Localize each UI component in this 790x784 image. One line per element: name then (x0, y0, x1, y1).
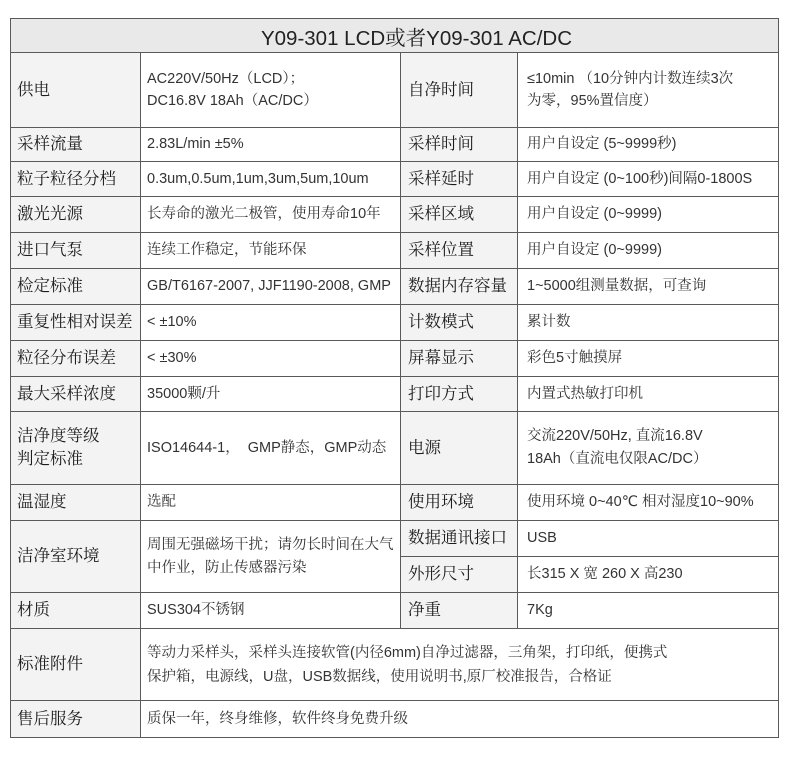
spec-table (10, 18, 779, 738)
net-weight-label-cell (401, 593, 518, 629)
after-sales-service-label: 售后服务 (17, 709, 83, 728)
spec-row-cleanliness-standard (11, 412, 779, 485)
screen-display-value: 彩色5寸触摸屏 (527, 350, 623, 366)
sampling-area-label: 采样区域 (408, 205, 474, 223)
spec-row-inlet-pump (11, 233, 779, 269)
screen-display-label: 屏幕显示 (408, 349, 474, 367)
repeatability-error-value: < ±10% (147, 314, 197, 330)
max-concentration-value: 35000颗/升 (147, 385, 221, 402)
material-value: SUS304不锈钢 (147, 602, 245, 618)
sampling-location-label: 采样位置 (408, 241, 474, 259)
inlet-pump-value: 连续工作稳定，节能环保 (147, 242, 307, 258)
self-clean-time-label-cell (401, 53, 518, 128)
data-memory-value-cell (518, 269, 779, 305)
net-weight-value-cell (518, 593, 779, 629)
power-value-cell (141, 53, 401, 128)
spec-row-standard-accessories (11, 629, 779, 701)
sampling-time-label-cell (401, 128, 518, 162)
sampling-time-label: 采样时间 (408, 135, 474, 153)
data-memory-value: 1~5000组测量数据，可查询 (527, 278, 707, 294)
power-value-line: AC220V/50Hz（LCD）； (147, 71, 305, 87)
operating-environment-label: 使用环境 (408, 493, 474, 511)
standard-accessories-value-line: 等动力采样头，采样头连接软管(内径6mm)自净过滤器，三角架，打印纸，便携式 (147, 644, 668, 661)
operating-environment-label-cell (401, 485, 518, 521)
cleanroom-environment-label-cell (11, 521, 141, 593)
laser-source-value: 长寿命的激光二极管，使用寿命10年 (147, 206, 381, 222)
cleanliness-standard-value: ISO14644-1， GMP静态，GMP动态 (147, 439, 387, 456)
net-weight-value: 7Kg (527, 602, 553, 618)
dimensions-label-cell (401, 557, 518, 593)
sampling-area-value-cell (518, 197, 779, 233)
spec-row-max-concentration (11, 377, 779, 412)
data-memory-label-cell (401, 269, 518, 305)
laser-source-label: 激光光源 (17, 205, 83, 223)
cleanroom-environment-value-cell (141, 521, 401, 593)
sampling-delay-value-cell (518, 162, 779, 197)
count-mode-value-cell (518, 305, 779, 341)
material-label: 材质 (17, 601, 50, 619)
sampling-location-label-cell (401, 233, 518, 269)
repeatability-error-label: 重复性相对误差 (17, 313, 133, 331)
repeatability-error-value-cell (141, 305, 401, 341)
screen-display-label-cell (401, 341, 518, 377)
count-mode-label: 计数模式 (408, 313, 474, 331)
calibration-standard-value: GB/T6167-2007, JJF1190-2008, GMP (147, 278, 391, 294)
sampling-location-value-cell (518, 233, 779, 269)
size-distribution-error-label-cell (11, 341, 141, 377)
dimensions-value-cell (518, 557, 779, 593)
count-mode-label-cell (401, 305, 518, 341)
temp-humidity-label: 温湿度 (17, 493, 67, 511)
sampling-location-value: 用户自设定 (0~9999) (527, 242, 662, 258)
power-label: 供电 (17, 80, 50, 99)
self-clean-time-value-cell (518, 53, 779, 128)
sampling-flow-value-cell (141, 128, 401, 162)
particle-size-value-cell (141, 162, 401, 197)
screen-display-value-cell (518, 341, 779, 377)
sampling-flow-label-cell (11, 128, 141, 162)
print-method-value: 内置式热敏打印机 (527, 385, 643, 402)
data-interface-label-cell (401, 521, 518, 557)
cleanliness-standard-value-cell (141, 412, 401, 485)
power-supply-value-line: 18Ah（直流电仅限AC/DC） (527, 451, 708, 467)
print-method-label-cell (401, 377, 518, 412)
material-value-cell (141, 593, 401, 629)
spec-row-material (11, 593, 779, 629)
power-supply-value-line: 交流220V/50Hz, 直流16.8V (527, 428, 703, 444)
temp-humidity-value: 选配 (147, 494, 176, 510)
dimensions-value: 长315 X 宽 260 X 高230 (527, 566, 683, 582)
standard-accessories-value-line: 保护箱，电源线，U盘，USB数据线，使用说明书,原厂校准报告，合格证 (147, 668, 612, 685)
sampling-delay-label: 采样延时 (408, 169, 474, 188)
spec-row-sampling-flow (11, 128, 779, 162)
spec-row-temp-humidity (11, 485, 779, 521)
sampling-delay-value: 用户自设定 (0~100秒)间隔0-1800S (527, 170, 753, 187)
sampling-area-value: 用户自设定 (0~9999) (527, 206, 662, 222)
particle-size-value: 0.3um,0.5um,1um,3um,5um,10um (147, 170, 369, 187)
max-concentration-value-cell (141, 377, 401, 412)
calibration-standard-label-cell (11, 269, 141, 305)
max-concentration-label-cell (11, 377, 141, 412)
power-supply-label: 电源 (408, 438, 441, 457)
data-interface-value: USB (527, 530, 557, 546)
cleanliness-standard-label-line: 洁净度等级 (17, 427, 100, 445)
repeatability-error-label-cell (11, 305, 141, 341)
size-distribution-error-value-cell (141, 341, 401, 377)
size-distribution-error-label: 粒径分布误差 (17, 349, 116, 367)
title-cell (11, 19, 779, 53)
dimensions-label: 外形尺寸 (408, 565, 474, 583)
spec-table-body (11, 19, 779, 738)
inlet-pump-label-cell (11, 233, 141, 269)
sampling-area-label-cell (401, 197, 518, 233)
net-weight-label: 净重 (408, 601, 441, 619)
standard-accessories-label-cell (11, 629, 141, 701)
power-supply-value-cell (518, 412, 779, 485)
self-clean-time-value-line: ≤10min （10分钟内计数连续3次 (527, 71, 734, 87)
sampling-flow-value: 2.83L/min ±5% (147, 136, 244, 152)
spec-row-calibration-standard (11, 269, 779, 305)
inlet-pump-label: 进口气泵 (17, 241, 83, 259)
print-method-value-cell (518, 377, 779, 412)
title-row (11, 19, 779, 53)
cleanliness-standard-label-cell (11, 412, 141, 485)
calibration-standard-label: 检定标准 (17, 277, 83, 295)
standard-accessories-value-cell (141, 629, 779, 701)
sampling-flow-label: 采样流量 (17, 135, 83, 153)
self-clean-time-label: 自净时间 (408, 80, 474, 99)
calibration-standard-value-cell (141, 269, 401, 305)
temp-humidity-value-cell (141, 485, 401, 521)
print-method-label: 打印方式 (408, 384, 474, 403)
cleanroom-environment-value-line: 中作业，防止传感器污染 (147, 559, 307, 576)
spec-row-repeatability-error (11, 305, 779, 341)
particle-size-label-cell (11, 162, 141, 197)
spec-row-laser-source (11, 197, 779, 233)
after-sales-service-value-cell (141, 701, 779, 738)
power-label-cell (11, 53, 141, 128)
standard-accessories-label: 标准附件 (17, 655, 83, 673)
max-concentration-label: 最大采样浓度 (17, 384, 116, 403)
particle-size-label: 粒子粒径分档 (17, 169, 116, 188)
inlet-pump-value-cell (141, 233, 401, 269)
cleanroom-environment-value-line: 周围无强磁场干扰；请勿长时间在大气 (147, 536, 394, 553)
sampling-time-value-cell (518, 128, 779, 162)
size-distribution-error-value: < ±30% (147, 350, 197, 366)
laser-source-value-cell (141, 197, 401, 233)
data-memory-label: 数据内存容量 (408, 277, 507, 295)
spec-row-particle-size (11, 162, 779, 197)
operating-environment-value-cell (518, 485, 779, 521)
sampling-time-value: 用户自设定 (5~9999秒) (527, 136, 677, 152)
cleanroom-environment-label: 洁净室环境 (17, 547, 100, 565)
spec-row-cleanroom-environment (11, 521, 779, 557)
sampling-delay-label-cell (401, 162, 518, 197)
power-supply-label-cell (401, 412, 518, 485)
laser-source-label-cell (11, 197, 141, 233)
data-interface-label: 数据通讯接口 (408, 529, 507, 547)
operating-environment-value: 使用环境 0~40℃ 相对湿度10~90% (527, 494, 754, 510)
temp-humidity-label-cell (11, 485, 141, 521)
spec-row-power (11, 53, 779, 128)
material-label-cell (11, 593, 141, 629)
power-value-line: DC16.8V 18Ah（AC/DC） (147, 93, 318, 109)
after-sales-service-value: 质保一年，终身维修，软件终身免费升级 (147, 710, 408, 727)
cleanliness-standard-label-line: 判定标准 (17, 450, 83, 468)
spec-row-size-distribution-error (11, 341, 779, 377)
page-title: Y09-301 LCD或者Y09-301 AC/DC (260, 26, 573, 50)
self-clean-time-value-line: 为零，95%置信度） (527, 93, 658, 109)
count-mode-value: 累计数 (527, 314, 571, 330)
spec-row-after-sales-service (11, 701, 779, 738)
after-sales-service-label-cell (11, 701, 141, 738)
data-interface-value-cell (518, 521, 779, 557)
